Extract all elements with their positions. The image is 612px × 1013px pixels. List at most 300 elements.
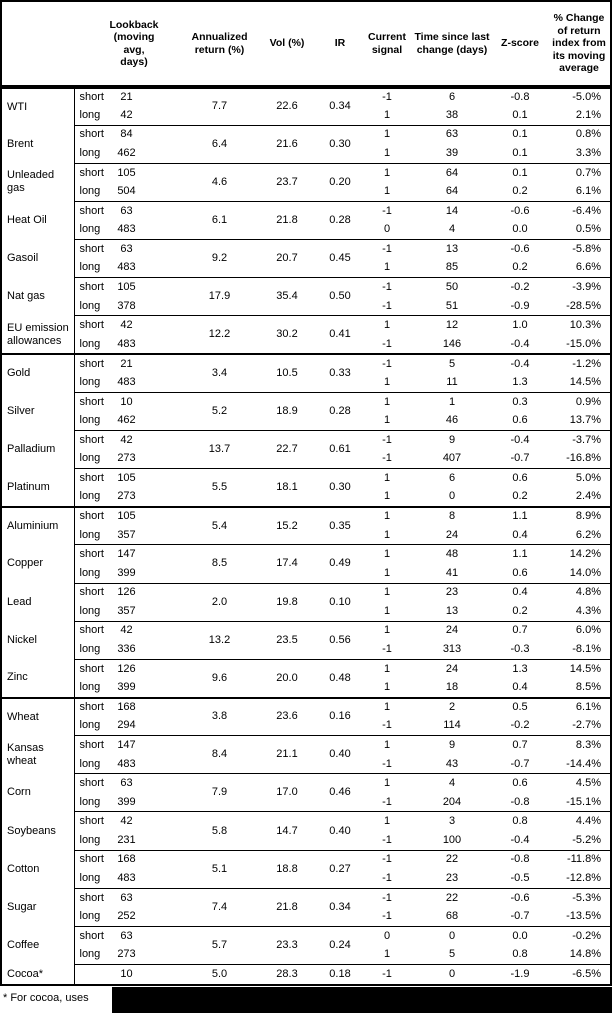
cell-zscore: -0.8 (492, 850, 548, 869)
cell-current-signal: -1 (362, 965, 412, 984)
col-header-vol: Vol (%) (256, 2, 318, 87)
cell-horizon: long (79, 299, 101, 312)
cell-annualized-return: 5.5 (160, 469, 256, 507)
cell-current-signal: 1 (362, 583, 412, 602)
cell-zscore: 0.8 (492, 812, 548, 831)
header-row (2, 2, 610, 87)
cell-zscore: 1.1 (492, 507, 548, 526)
cell-zscore: -0.7 (510, 452, 530, 465)
cell-lookback: 42 (108, 316, 160, 335)
commodity-name: Coffee (2, 926, 74, 964)
commodity-name: Corn (2, 774, 74, 812)
cell-time-since-change: 39 (445, 147, 459, 160)
cell-pct-change: 4.3% (575, 604, 601, 617)
cell-current-signal: -1 (382, 299, 392, 312)
cell-lookback: 399 (117, 566, 136, 579)
table-row (2, 87, 610, 106)
cell-ir: 0.45 (318, 240, 362, 278)
cell-horizon: long (79, 108, 101, 121)
cell-vol: 23.5 (256, 621, 318, 659)
cell-pct-change: -5.3% (548, 888, 610, 907)
cell-horizon: long (79, 375, 101, 388)
cell-time-since-change: 85 (445, 261, 459, 274)
cell-horizon: short (74, 545, 108, 564)
cell-time-since-change: 12 (412, 316, 492, 335)
cell-pct-change: -8.1% (572, 643, 601, 656)
cell-current-signal: 1 (383, 185, 391, 198)
cell-lookback: 105 (108, 278, 160, 297)
cell-time-since-change: 114 (443, 719, 461, 732)
cell-time-since-change: 407 (442, 452, 462, 465)
cell-current-signal: -1 (362, 240, 412, 259)
cell-zscore: 1.1 (492, 545, 548, 564)
cell-time-since-change: 14 (412, 201, 492, 220)
cell-ir: 0.48 (318, 659, 362, 697)
cell-time-since-change: 50 (412, 278, 492, 297)
cell-lookback: 105 (108, 507, 160, 526)
cell-time-since-change: 13 (412, 240, 492, 259)
cell-annualized-return: 3.4 (160, 354, 256, 392)
cell-horizon: short (74, 736, 108, 755)
cell-lookback: 504 (117, 185, 136, 198)
cell-lookback: 147 (108, 736, 160, 755)
cell-lookback: 63 (108, 888, 160, 907)
table-row (2, 354, 610, 373)
cell-horizon: long (79, 910, 101, 923)
cell-current-signal: 1 (362, 736, 412, 755)
cell-lookback: 63 (108, 240, 160, 259)
cell-horizon: short (74, 774, 108, 793)
cell-pct-change: 14.5% (569, 375, 601, 388)
cell-time-since-change: 5 (412, 354, 492, 373)
cell-pct-change: 4.8% (548, 583, 610, 602)
cell-lookback: 105 (108, 469, 160, 488)
cell-current-signal: 1 (383, 604, 391, 617)
cell-ir: 0.56 (318, 621, 362, 659)
commodity-name: Heat Oil (2, 201, 74, 239)
col-header-current-signal: Current signal (362, 2, 412, 87)
cell-annualized-return: 3.8 (160, 698, 256, 736)
cell-time-since-change: 23 (445, 871, 459, 884)
cell-current-signal: 1 (362, 125, 412, 144)
commodity-name: Copper (2, 545, 74, 583)
cell-horizon: short (74, 888, 108, 907)
cell-lookback: 399 (117, 795, 136, 808)
cell-pct-change: -28.5% (566, 299, 601, 312)
col-header-ir: IR (318, 2, 362, 87)
cell-time-since-change: 6 (448, 91, 456, 104)
table-row (2, 316, 610, 335)
table-row (2, 583, 610, 602)
cell-annualized-return: 7.4 (160, 888, 256, 926)
cell-ir: 0.16 (318, 698, 362, 736)
cell-pct-change: -6.5% (548, 965, 610, 984)
cell-lookback: 21 (108, 354, 160, 373)
cell-lookback: 483 (117, 337, 136, 350)
cell-pct-change: -6.4% (548, 201, 610, 220)
cell-current-signal: 1 (383, 375, 391, 388)
commodity-name: Silver (2, 392, 74, 430)
cell-lookback: 126 (108, 659, 160, 678)
cell-ir: 0.50 (318, 278, 362, 316)
table-row (2, 125, 610, 144)
cell-horizon: long (79, 719, 101, 732)
table-row (2, 736, 610, 755)
cell-zscore: -0.6 (492, 240, 548, 259)
cell-time-since-change: 41 (445, 566, 459, 579)
cell-zscore: 0.3 (492, 392, 548, 411)
cell-current-signal: -1 (382, 91, 392, 104)
cell-current-signal: 1 (383, 948, 391, 961)
cell-ir: 0.20 (318, 163, 362, 201)
cell-zscore: -0.4 (492, 430, 548, 449)
cell-zscore: 0.4 (512, 528, 528, 541)
cell-pct-change: 14.0% (569, 566, 601, 579)
cell-lookback: 42 (108, 812, 160, 831)
cell-lookback: 63 (108, 926, 160, 945)
cell-current-signal: -1 (382, 337, 392, 350)
cell-current-signal: -1 (362, 888, 412, 907)
cell-pct-change: 6.6% (575, 261, 601, 274)
cell-vol: 17.4 (256, 545, 318, 583)
cell-vol: 15.2 (256, 507, 318, 545)
cell-time-since-change: 2 (412, 698, 492, 717)
cell-lookback: 168 (108, 850, 160, 869)
cell-zscore: 0.4 (512, 680, 528, 693)
cell-zscore: 0.6 (492, 774, 548, 793)
cell-horizon: long (79, 604, 101, 617)
cell-pct-change: -14.4% (566, 757, 601, 770)
cell-pct-change: 6.0% (548, 621, 610, 640)
cell-lookback: 168 (108, 698, 160, 717)
cell-pct-change: -12.8% (566, 871, 601, 884)
commodity-name: Brent (2, 125, 74, 163)
cell-zscore: -0.6 (492, 201, 548, 220)
cell-time-since-change: 64 (445, 185, 459, 198)
cell-current-signal: -1 (382, 871, 392, 884)
cell-vol: 21.6 (256, 125, 318, 163)
cell-pct-change: -0.2% (548, 926, 610, 945)
cell-lookback: 462 (117, 414, 136, 427)
table-row (2, 698, 610, 717)
cell-current-signal: -1 (382, 833, 392, 846)
cell-pct-change: -5.8% (548, 240, 610, 259)
commodity-name: Gold (2, 354, 74, 392)
cell-lookback: 42 (108, 621, 160, 640)
cell-time-since-change: 100 (442, 833, 462, 846)
cell-annualized-return: 2.0 (160, 583, 256, 621)
table-row (2, 163, 610, 182)
cell-horizon: short (79, 91, 104, 104)
cell-vol: 20.7 (256, 240, 318, 278)
cell-pct-change: 0.5% (575, 223, 601, 236)
cell-time-since-change: 313 (442, 643, 462, 656)
cell-horizon: long (79, 948, 101, 961)
cell-ir: 0.34 (318, 888, 362, 926)
cell-vol: 23.7 (256, 163, 318, 201)
table-row (2, 507, 610, 526)
cell-zscore: 0.2 (512, 604, 528, 617)
cell-lookback: 10 (108, 965, 160, 984)
cell-pct-change: -2.7% (572, 719, 601, 732)
cell-current-signal: 1 (383, 147, 391, 160)
cell-horizon: long (79, 147, 101, 160)
table-row (2, 469, 610, 488)
cell-horizon: long (79, 643, 101, 656)
cell-zscore: 0.2 (512, 490, 528, 503)
cell-vol: 18.8 (256, 850, 318, 888)
cell-horizon: long (79, 833, 101, 846)
cell-lookback: 231 (117, 833, 136, 846)
cell-time-since-change: 3 (412, 812, 492, 831)
cell-annualized-return: 17.9 (160, 278, 256, 316)
cell-ir: 0.34 (329, 100, 351, 113)
cell-pct-change: 6.2% (575, 528, 601, 541)
cell-annualized-return: 5.0 (160, 965, 256, 984)
cell-zscore: -0.2 (492, 278, 548, 297)
cell-lookback: 252 (117, 910, 136, 923)
col-header-zscore: Z-score (492, 2, 548, 87)
footnote-bar (0, 986, 612, 1013)
cell-zscore: -1.9 (492, 965, 548, 984)
cell-zscore: -0.4 (492, 354, 548, 373)
cell-zscore: -0.7 (510, 910, 530, 923)
cell-pct-change: -15.0% (566, 337, 601, 350)
table-row (2, 430, 610, 449)
cell-current-signal: -1 (362, 850, 412, 869)
cell-pct-change: 3.3% (575, 147, 601, 160)
cell-horizon: long (79, 185, 101, 198)
cell-lookback: 42 (120, 108, 133, 121)
cell-horizon: short (74, 240, 108, 259)
commodity-name: Kansas wheat (2, 736, 74, 774)
cell-ir: 0.41 (318, 316, 362, 354)
cell-horizon: short (74, 698, 108, 717)
cell-current-signal: -1 (362, 201, 412, 220)
commodity-name: Wheat (2, 698, 74, 736)
cell-vol: 22.7 (256, 430, 318, 468)
cell-annualized-return: 9.2 (160, 240, 256, 278)
cell-current-signal: -1 (382, 757, 392, 770)
cell-lookback: 10 (108, 392, 160, 411)
cell-zscore: 1.3 (492, 659, 548, 678)
cell-time-since-change: 22 (412, 850, 492, 869)
cell-zscore: -0.8 (510, 795, 530, 808)
cell-zscore: -0.4 (510, 337, 530, 350)
cell-horizon: short (74, 850, 108, 869)
cell-time-since-change: 4 (412, 774, 492, 793)
cell-horizon: short (74, 926, 108, 945)
cell-vol: 17.0 (256, 774, 318, 812)
cell-pct-change: 2.4% (575, 490, 601, 503)
corner-cell (2, 2, 108, 87)
cell-annualized-return: 13.2 (160, 621, 256, 659)
cell-time-since-change: 18 (445, 680, 459, 693)
cell-zscore: -0.6 (492, 888, 548, 907)
cell-current-signal: 1 (362, 774, 412, 793)
cell-current-signal: 1 (383, 528, 391, 541)
cell-ir: 0.46 (318, 774, 362, 812)
cell-horizon: short (74, 430, 108, 449)
cell-lookback: 483 (117, 871, 136, 884)
cell-time-since-change: 13 (445, 604, 459, 617)
cell-lookback: 273 (117, 452, 136, 465)
commodity-name: Cotton (2, 850, 74, 888)
cell-horizon: long (79, 223, 101, 236)
cell-lookback: 273 (117, 948, 136, 961)
col-header-lookback: Lookback (moving avg, days) (108, 2, 160, 87)
cell-horizon: long (79, 414, 101, 427)
cell-current-signal: -1 (382, 452, 392, 465)
cell-zscore: 0.8 (512, 948, 528, 961)
redaction-box (112, 987, 612, 1013)
cell-pct-change: -5.2% (572, 833, 601, 846)
cell-time-since-change: 0 (448, 490, 456, 503)
cell-current-signal: 1 (383, 490, 391, 503)
cell-time-since-change: 64 (412, 163, 492, 182)
cell-pct-change: 4.5% (548, 774, 610, 793)
cell-zscore: 1.0 (492, 316, 548, 335)
cell-current-signal: 1 (362, 545, 412, 564)
cell-ir: 0.49 (318, 545, 362, 583)
cell-pct-change: 4.4% (548, 812, 610, 831)
commodity-name: WTI (2, 87, 74, 125)
cell-time-since-change: 51 (445, 299, 459, 312)
cell-current-signal: 1 (383, 566, 391, 579)
cell-current-signal: 1 (362, 507, 412, 526)
cell-horizon: long (79, 566, 101, 579)
cell-current-signal: 1 (362, 163, 412, 182)
cell-zscore: 0.6 (512, 414, 528, 427)
table-row (2, 278, 610, 297)
cell-ir: 0.30 (318, 125, 362, 163)
cell-zscore: 0.4 (492, 583, 548, 602)
cell-vol: 30.2 (256, 316, 318, 354)
cell-zscore: -0.3 (510, 643, 530, 656)
cell-pct-change: -11.8% (548, 850, 610, 869)
cell-pct-change: 13.7% (569, 414, 601, 427)
cell-pct-change: 5.0% (548, 469, 610, 488)
cell-zscore: 0.1 (492, 125, 548, 144)
cell-lookback: 483 (117, 261, 136, 274)
cell-pct-change: -15.1% (566, 795, 601, 808)
commodity-name: Gasoil (2, 240, 74, 278)
cell-annualized-return: 5.8 (160, 812, 256, 850)
cell-current-signal: 1 (383, 680, 391, 693)
cell-current-signal: 1 (362, 698, 412, 717)
cell-zscore: 0.7 (492, 621, 548, 640)
cell-time-since-change: 204 (442, 795, 462, 808)
cell-annualized-return: 6.4 (160, 125, 256, 163)
cell-horizon: short (74, 507, 108, 526)
cell-horizon: long (79, 757, 101, 770)
cell-time-since-change: 6 (412, 469, 492, 488)
cell-time-since-change: 48 (412, 545, 492, 564)
cell-pct-change: -3.7% (548, 430, 610, 449)
commodity-name: Lead (2, 583, 74, 621)
cell-zscore: -0.8 (510, 91, 530, 104)
cell-time-since-change: 22 (412, 888, 492, 907)
cell-time-since-change: 4 (448, 223, 456, 236)
cell-ir: 0.27 (318, 850, 362, 888)
cell-current-signal: 1 (362, 469, 412, 488)
cell-horizon: short (74, 392, 108, 411)
cell-horizon: long (79, 490, 101, 503)
cell-zscore: 0.1 (512, 147, 528, 160)
cell-vol: 21.8 (256, 201, 318, 239)
cell-horizon: short (74, 621, 108, 640)
cell-lookback: 126 (108, 583, 160, 602)
cell-horizon: short (74, 201, 108, 220)
cell-horizon: long (79, 680, 101, 693)
cell-lookback: 63 (108, 201, 160, 220)
cell-pct-change: -1.2% (548, 354, 610, 373)
cell-lookback: 378 (117, 299, 136, 312)
cell-annualized-return: 9.6 (160, 659, 256, 697)
cell-time-since-change: 68 (445, 910, 459, 923)
cell-zscore: 0.0 (512, 223, 528, 236)
momentum-signal-table (2, 2, 610, 984)
cell-horizon: long (79, 452, 101, 465)
cell-time-since-change: 24 (445, 528, 459, 541)
cell-lookback: 147 (108, 545, 160, 564)
cell-pct-change: 10.3% (548, 316, 610, 335)
cell-lookback: 483 (117, 375, 136, 388)
cell-zscore: 0.2 (512, 261, 528, 274)
cell-lookback: 357 (117, 604, 136, 617)
cell-current-signal: 1 (362, 659, 412, 678)
cell-zscore: -0.9 (510, 299, 530, 312)
cell-time-since-change: 8 (412, 507, 492, 526)
cell-annualized-return: 7.9 (160, 774, 256, 812)
commodity-name: Unleaded gas (2, 163, 74, 201)
cell-time-since-change: 24 (412, 659, 492, 678)
cell-current-signal: 1 (362, 316, 412, 335)
cell-vol: 21.1 (256, 736, 318, 774)
cell-horizon: short (74, 354, 108, 373)
cell-lookback: 483 (117, 757, 136, 770)
cell-lookback: 357 (117, 528, 136, 541)
cell-annualized-return: 8.5 (160, 545, 256, 583)
cell-vol: 22.6 (276, 100, 298, 113)
table-row (2, 659, 610, 678)
cell-vol: 35.4 (256, 278, 318, 316)
cell-horizon (74, 965, 108, 984)
cell-pct-change: 14.5% (548, 659, 610, 678)
cell-vol: 18.9 (256, 392, 318, 430)
cell-pct-change: 0.9% (548, 392, 610, 411)
cell-time-since-change: 46 (445, 414, 459, 427)
cell-pct-change: 8.3% (548, 736, 610, 755)
cell-annualized-return: 5.2 (160, 392, 256, 430)
cell-horizon: short (74, 659, 108, 678)
cell-ir: 0.33 (318, 354, 362, 392)
commodity-name: Sugar (2, 888, 74, 926)
cell-time-since-change: 1 (412, 392, 492, 411)
cell-pct-change: -5.0% (572, 91, 601, 104)
cell-current-signal: -1 (382, 910, 392, 923)
cell-current-signal: 1 (383, 261, 391, 274)
table-row (2, 812, 610, 831)
commodity-name: Nat gas (2, 278, 74, 316)
table-row (2, 888, 610, 907)
cell-annualized-return: 5.4 (160, 507, 256, 545)
cell-pct-change: -16.8% (566, 452, 601, 465)
cell-zscore: 0.1 (492, 163, 548, 182)
cell-annualized-return: 5.1 (160, 850, 256, 888)
table-row (2, 621, 610, 640)
cell-ir: 0.35 (318, 507, 362, 545)
